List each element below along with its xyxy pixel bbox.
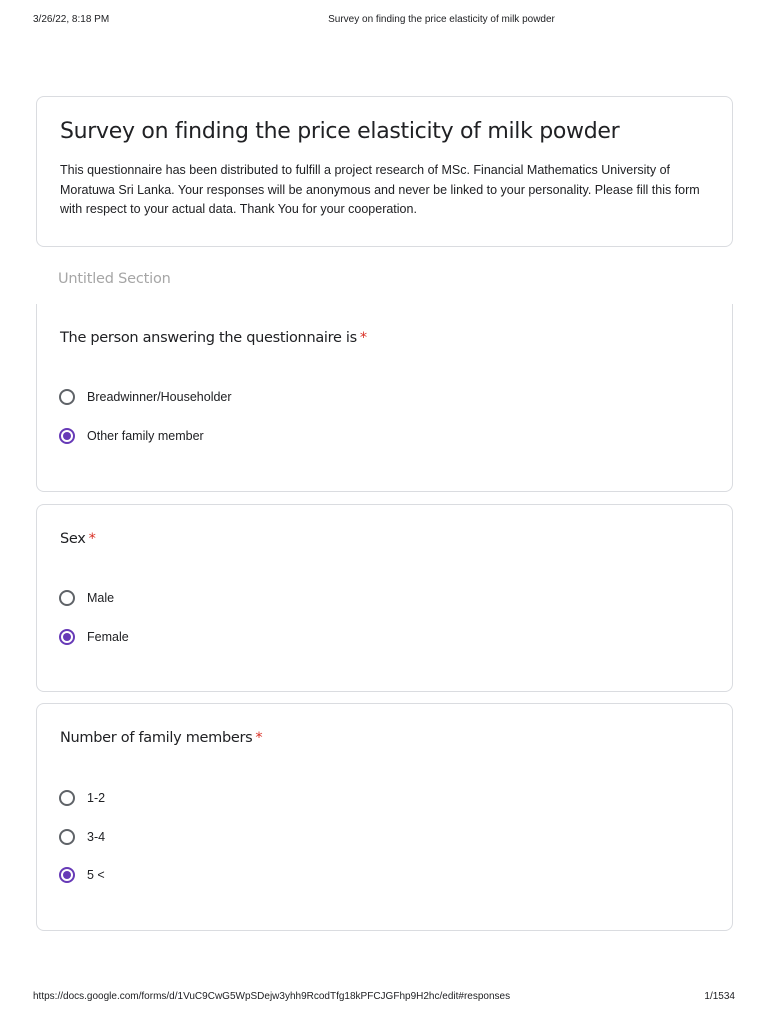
radio-unchecked-icon[interactable] [59, 590, 75, 606]
print-datetime: 3/26/22, 8:18 PM [33, 14, 110, 25]
radio-option-3-4[interactable] [59, 826, 105, 848]
print-page-number: 1/1534 [704, 991, 735, 1002]
radio-unchecked-icon[interactable] [59, 829, 75, 845]
radio-option-male[interactable] [59, 587, 114, 609]
form-title: Survey on finding the price elasticity of milk powder [60, 119, 620, 144]
radio-option-female[interactable] [59, 626, 129, 648]
radio-checked-icon[interactable] [59, 867, 75, 883]
question-text: The person answering the questionnaire is [60, 330, 357, 346]
section-title: Untitled Section [58, 271, 171, 287]
option-label: 3-4 [87, 830, 106, 844]
print-doc-title: Survey on finding the price elasticity of milk powder [328, 14, 555, 25]
option-label: Breadwinner/Householder [87, 390, 232, 404]
print-footer [0, 991, 768, 1005]
option-label: Female [87, 630, 129, 644]
print-url: https://docs.google.com/forms/d/1VuC9CwG5WpSDejw3yhh9RcodTfg18kPFCJGFhp9H2hc/edit#responses [33, 991, 511, 1002]
radio-checked-icon[interactable] [59, 629, 75, 645]
question-card-respondent [36, 304, 733, 492]
radio-option-1-2[interactable] [59, 787, 105, 809]
question-title [60, 531, 96, 547]
option-label: 5 < [87, 868, 105, 882]
required-asterisk: * [255, 730, 263, 746]
form-description: This questionnaire has been distributed to fulfill a project research of MSc. Financial Mathematics University of Moratuwa Sri Lanka. Your responses will be anonymous and never be linked to your personality. Please fill this form with respect to your actual data. Thank You for your cooperation. [60, 163, 700, 216]
radio-option-5-plus[interactable] [59, 864, 105, 886]
required-asterisk: * [359, 330, 367, 346]
option-label: Male [87, 591, 115, 605]
option-label: 1-2 [87, 791, 106, 805]
form-header-card [36, 96, 733, 247]
radio-unchecked-icon[interactable] [59, 790, 75, 806]
question-text: Sex [60, 531, 86, 547]
radio-unchecked-icon[interactable] [59, 389, 75, 405]
question-card-family-members [36, 703, 733, 931]
required-asterisk: * [88, 531, 96, 547]
radio-option-other-family-member[interactable] [59, 425, 204, 447]
question-title [60, 330, 367, 346]
print-header [0, 14, 768, 28]
question-text: Number of family members [60, 730, 253, 746]
question-title [60, 730, 262, 746]
radio-checked-icon[interactable] [59, 428, 75, 444]
question-card-sex [36, 504, 733, 692]
radio-option-breadwinner[interactable] [59, 386, 232, 408]
option-label: Other family member [87, 429, 204, 443]
